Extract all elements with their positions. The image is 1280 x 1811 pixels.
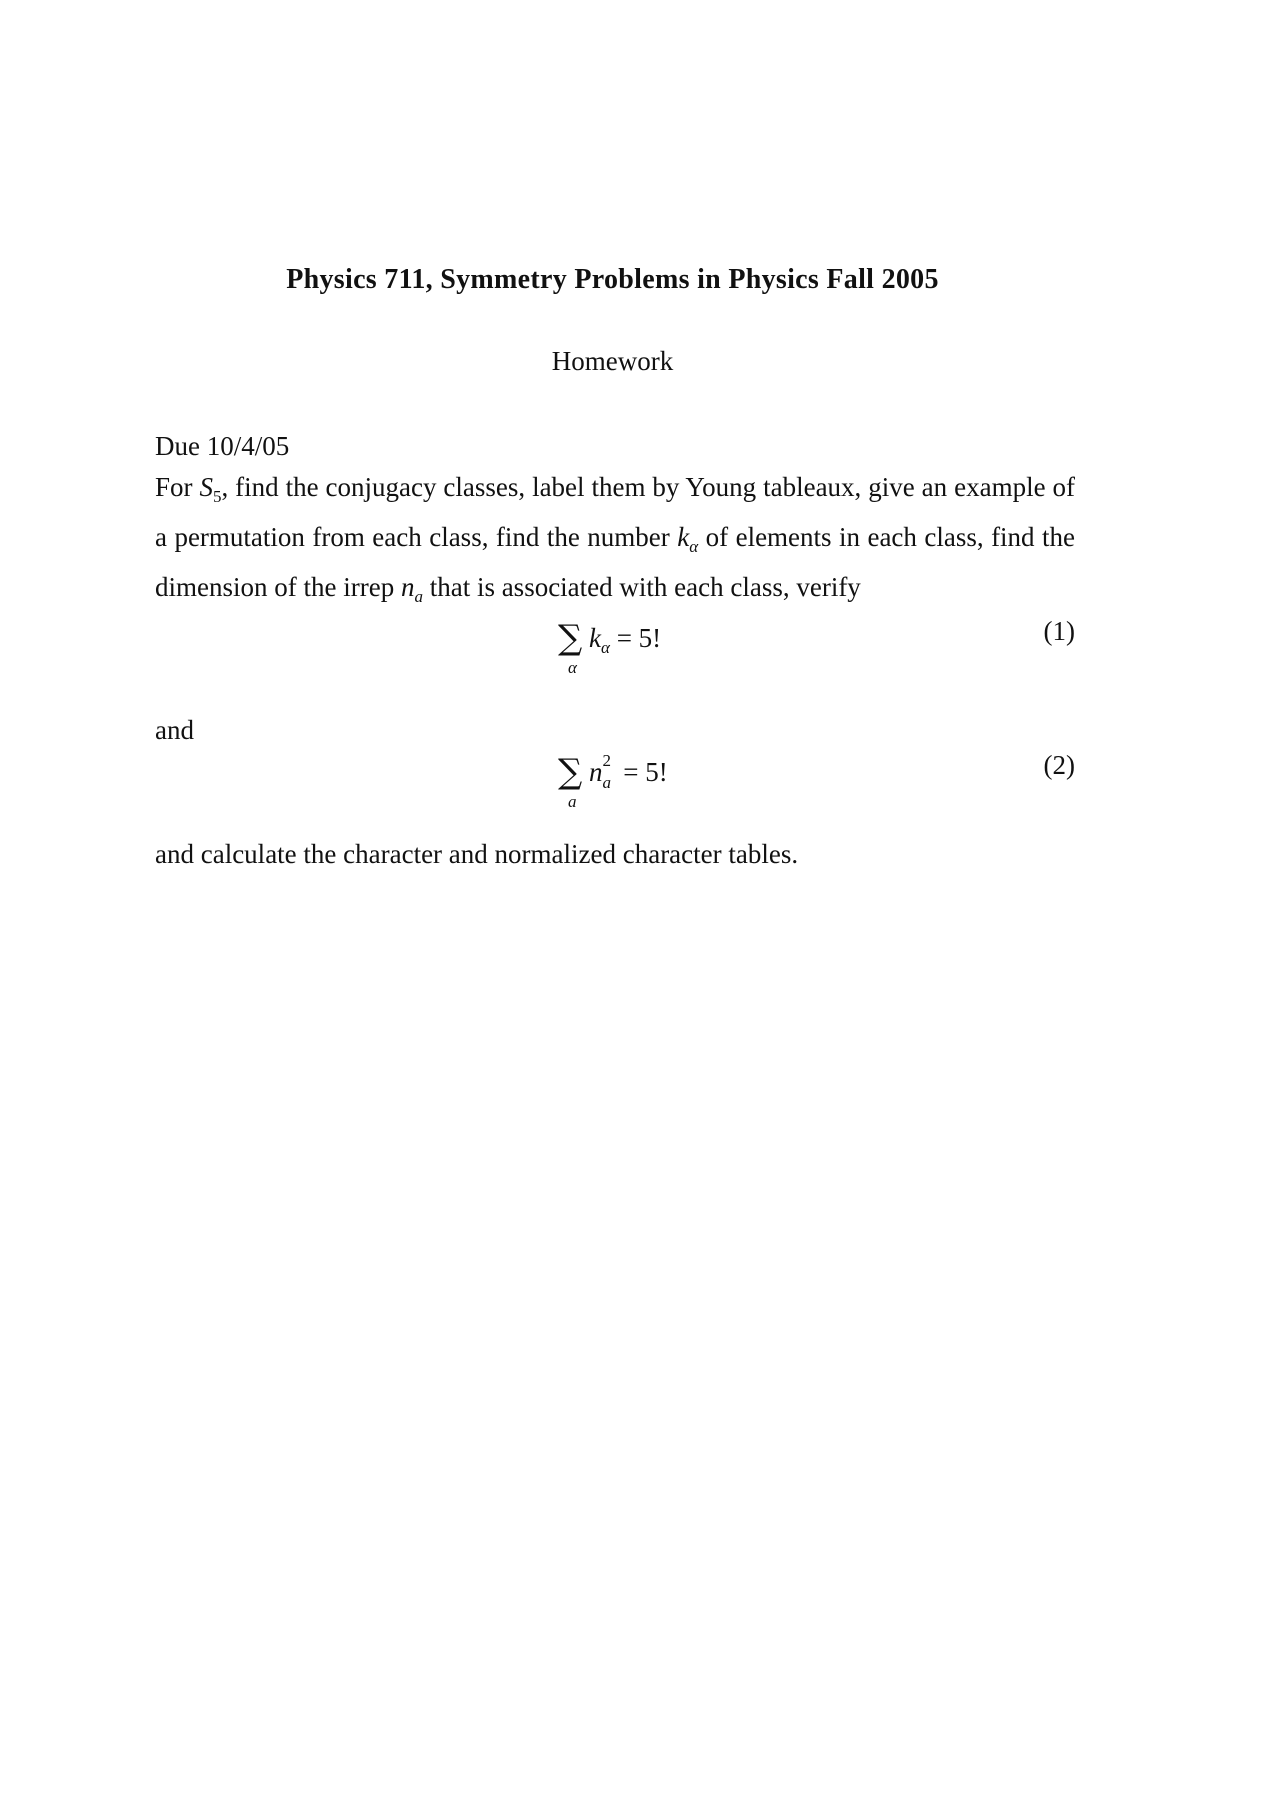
eq2-scripts [602,750,617,792]
k-symbol: k [677,522,690,552]
n-symbol: n [400,572,415,602]
eq2-subscript: a [602,772,612,792]
equation-1-number: (1) [1043,616,1075,646]
eq1-variable-subscript: α [601,638,610,657]
problem-text-4: that is associated with each class, verify [422,572,861,602]
s-symbol: S [199,472,213,502]
problem-text-2: , find the conjugacy classes, label them by Young tableaux, give an example of a permutation from each class, find the number [155,472,1075,552]
s-subscript: 5 [212,487,222,506]
problem-statement [155,467,1075,617]
eq2-variable: n [589,757,603,787]
problem-text-3: of elements in each class, find the dimension of the irrep [155,522,1075,602]
eq2-superscript: 2 [602,750,612,770]
sum-index-alpha: α [568,658,577,677]
eq1-rhs: = 5! [609,623,662,653]
document-title: Physics 711, Symmetry Problems in Physics Fall 2005 [286,264,939,295]
equation-2-number: (2) [1043,750,1075,780]
and-connector: and [155,715,194,745]
eq2-rhs: = 5! [616,757,668,787]
alpha-subscript: α [689,537,699,556]
document-subtitle: Homework [551,346,674,376]
due-date: Due 10/4/05 [155,431,290,461]
sigma-symbol: ∑ [558,618,583,658]
equation-2-body [558,750,668,811]
eq1-variable: k [589,623,602,653]
closing-instruction: and calculate the character and normalized character tables. [155,839,799,869]
sigma-symbol: ∑ [558,752,583,792]
sum-index-a: a [568,792,577,811]
equation-1-body [558,616,662,677]
a-subscript: a [414,587,423,606]
equation-1 [0,616,1280,686]
problem-text-1: For [155,472,200,502]
equation-2 [0,750,1280,820]
